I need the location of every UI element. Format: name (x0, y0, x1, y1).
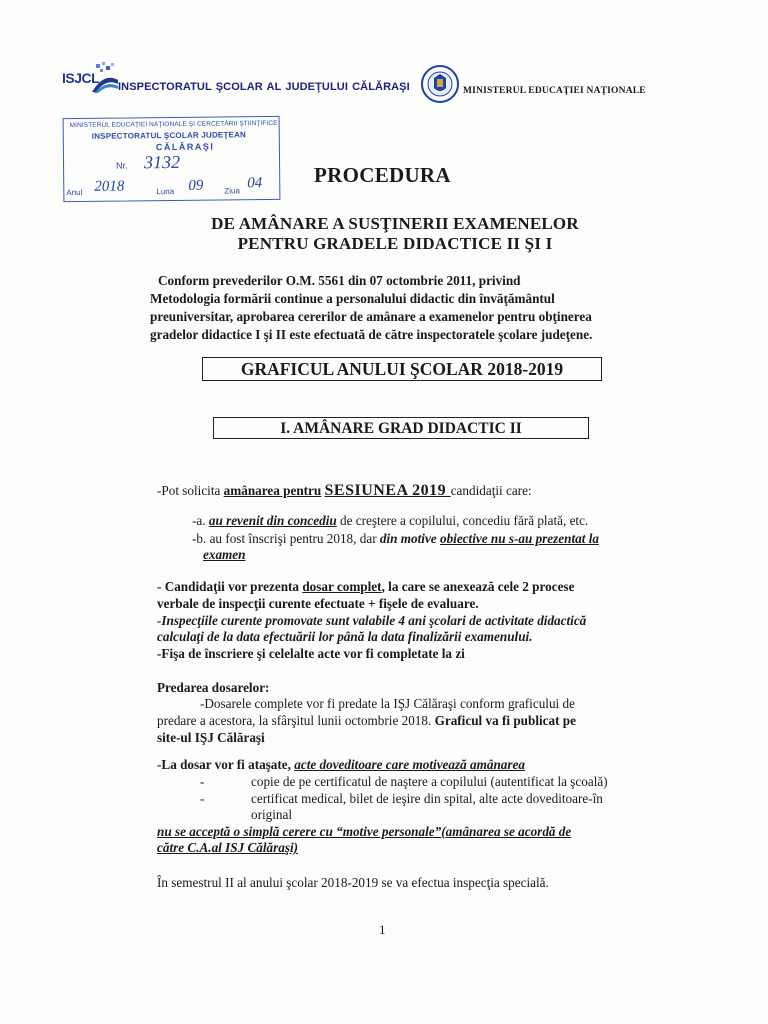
bullet-item (200, 790, 603, 807)
pot-amanarea: amânarea pentru (223, 483, 322, 498)
nu-se-accepta-line-1: nu se acceptă o simplă cerere cu “motive personale”(amânarea se acordă de (157, 824, 572, 839)
item-a-prefix: -a. (192, 513, 209, 528)
pot-prefix: -Pot solicita (157, 483, 224, 498)
cand-suffix: , la care se anexează cele 2 procese (381, 579, 575, 594)
bullet-mark: - (200, 774, 205, 789)
predarea-heading: Predarea dosarelor: (157, 680, 270, 695)
subtitle-line-1: DE AMÂNARE A SUSŢINERII EXAMENELOR (211, 214, 579, 233)
predarea-line-3: site-ul IŞJ Călăraşi (157, 730, 265, 745)
section-heading-box: I. AMÂNARE GRAD DIDACTIC II (213, 417, 589, 439)
inspectii-line-1: -Inspecţiile curente promovate sunt valabile 4 ani şcolari de activitate didactică (157, 613, 587, 628)
bullet-continuation: original (251, 807, 293, 822)
nu-se-accepta-line-2: către C.A.al ISJ Călăraşi) (157, 840, 299, 855)
stamp-luna-value: 09 (188, 177, 204, 194)
candidates-line-2: verbale de inspecţii curente efectuate + fişele de evaluare. (157, 596, 479, 611)
item-b-italic: din motive (379, 531, 440, 546)
predarea-line-2 (157, 712, 576, 729)
stamp-line-city: CĂLĂRAŞI (155, 141, 215, 153)
graficul-heading-box: GRAFICUL ANULUI ŞCOLAR 2018-2019 (202, 357, 602, 381)
header-ministerul: MINISTERUL EDUCAŢIEI NAŢIONALE (463, 86, 646, 96)
bullet-mark: - (200, 791, 205, 806)
intro-paragraph (150, 272, 650, 344)
cand-prefix: - Candidaţii vor prezenta (157, 579, 303, 594)
atasate-prefix: -La dosar vor fi ataşate, (157, 757, 295, 772)
intro-line: preuniversitar, aprobarea cererilor de amânare a examenelor pentru obţinerea (150, 309, 592, 324)
pot-suffix: candidaţii care: (450, 483, 532, 498)
intro-line: Metodologia formării continue a personalului didactic din învăţământul (150, 291, 555, 306)
item-b-prefix: -b. au fost înscrişi pentru 2018, dar (192, 531, 380, 546)
stamp-anul-value: 2018 (94, 178, 125, 195)
stamp-nr-label: Nr. (116, 160, 128, 171)
stamp-ziua-value: 04 (247, 175, 263, 192)
inspectii-line-2: calculaţi de la data efectuării lor până la data finalizării examenului. (157, 629, 533, 644)
intro-line: gradelor didactice I şi II este efectuată de către inspectoratele şcolare judeţene. (150, 327, 593, 342)
candidates-line-1 (157, 578, 574, 595)
predarea-bold: Graficul va fi publicat pe (434, 713, 576, 728)
page-number: 1 (379, 922, 386, 937)
intro-line: Conform prevederilor O.M. 5561 din 07 octombrie 2011, privind (158, 273, 521, 288)
document-title: PROCEDURA (314, 163, 451, 187)
stamp-line-inspectorat: INSPECTORATUL ŞCOLAR JUDEŢEAN (91, 130, 247, 141)
item-a-underlined: au revenit din concediu (208, 513, 337, 528)
header-inspectorat: INSPECTORATUL ŞCOLAR AL JUDEŢULUI CĂLĂRAŞI (118, 81, 410, 93)
item-a-suffix: de creştere a copilului, concediu fără plată, etc. (336, 513, 589, 528)
fisa-line: -Fişa de înscriere şi celelalte acte vor fi completate la zi (157, 646, 465, 661)
ministry-seal-icon (420, 64, 460, 104)
atasate-line (157, 756, 525, 773)
atasate-underlined: acte doveditoare care motivează amânarea (294, 757, 525, 772)
predarea-line-1: -Dosarele complete vor fi predate la IŞJ Călăraşi conform graficului de (200, 696, 575, 711)
bullet-text: certificat medical, bilet de ieşire din spital, alte acte doveditoare-în (251, 791, 603, 806)
item-a (192, 512, 588, 529)
isjcl-logo (62, 62, 120, 96)
stamp-anul-label: Anul (66, 187, 83, 198)
semestru-line: În semestrul II al anului şcolar 2018-2019 se va efectua inspecţia specială. (157, 875, 549, 890)
isjcl-logo-text: ISJCL (62, 70, 100, 86)
pot-solicita-line (157, 482, 532, 499)
bullet-text: copie de pe certificatul de naştere a copilului (autentificat la şcoală) (251, 774, 608, 789)
stamp-line-ministry: MINISTERUL EDUCAŢIEI NAŢIONALE ŞI CERCETĂRII ŞTIINŢIFICE (69, 119, 278, 130)
stamp-luna-label: Luna (156, 186, 175, 197)
pot-sesiunea: SESIUNEA 2019 (324, 482, 451, 499)
item-b (192, 530, 599, 547)
stamp-nr-value: 3132 (143, 151, 181, 173)
predarea-normal: predare a acestora, la sfârşitul lunii octombrie 2018. (157, 713, 435, 728)
cand-dosar: dosar complet (302, 579, 382, 594)
item-b-line2: examen (203, 547, 246, 562)
document-title-wrap (314, 163, 451, 188)
bullet-item (200, 773, 608, 790)
item-b-underlined: obiective nu s-au prezentat la (439, 531, 599, 546)
subtitle-line-2: PENTRU GRADELE DIDACTICE II ŞI I (237, 234, 553, 253)
stamp-ziua-label: Ziua (224, 186, 240, 196)
registration-stamp (63, 116, 281, 202)
